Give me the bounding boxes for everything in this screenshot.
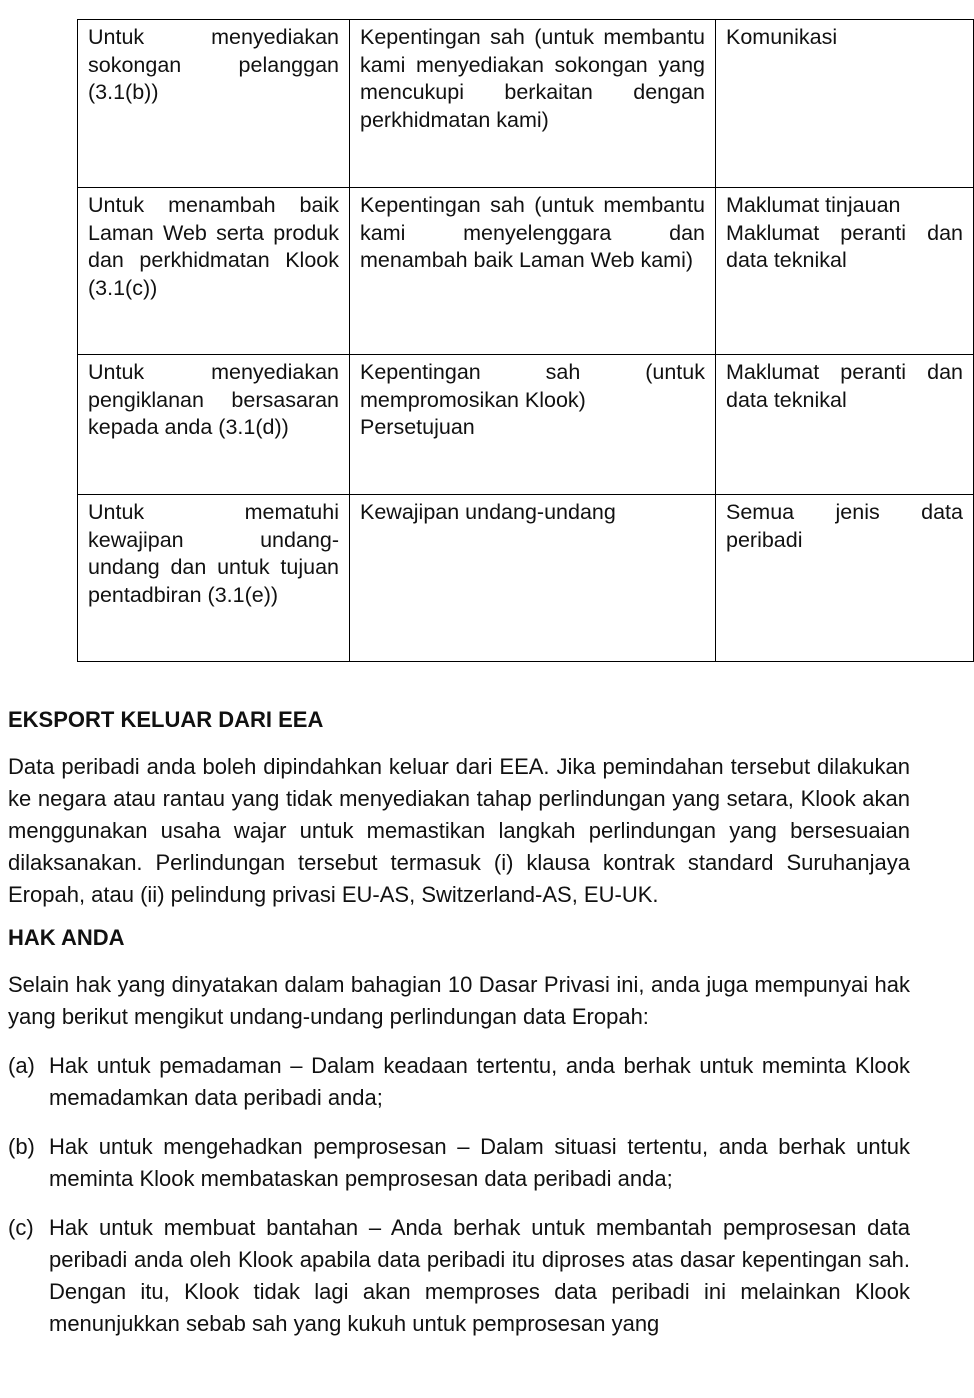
table-cell-data [716, 20, 974, 188]
data-type-text: Komunikasi [726, 25, 838, 49]
data-type-text: Maklumat peranti dan data teknikal [726, 360, 963, 412]
table-cell-data [716, 188, 974, 355]
data-type-text: Semua jenis data peribadi [726, 500, 963, 552]
table-cell-purpose [78, 495, 350, 662]
purpose-text: Untuk mematuhi kewajipan undang-undang dan untuk tujuan pentadbiran (3.1(e)) [88, 500, 339, 607]
section-heading-rights: HAK ANDA [8, 925, 125, 950]
list-item-label: (b) [8, 1134, 35, 1159]
purpose-text: Untuk menyediakan sokongan pelanggan (3.1(b)) [88, 25, 339, 104]
rights-intro-paragraph: Selain hak yang dinyatakan dalam bahagian 10 Dasar Privasi ini, anda juga mempunyai hak yang berikut mengikut undang-undang perlindungan data Eropah: [8, 972, 910, 1029]
list-item [8, 1050, 910, 1114]
legal-basis-table-wrapper [77, 19, 963, 662]
export-paragraph: Data peribadi anda boleh dipindahkan keluar dari EEA. Jika pemindahan tersebut dilakukan ke negara atau rantau yang tidak menyediakan tahap perlindungan yang setara, Klook akan menggunakan usaha wajar untuk memastikan langkah perlindungan yang bersesuaian dilaksanakan. Perlindungan tersebut termasuk (i) klausa kontrak standard Suruhanjaya Eropah, atau (ii) pelindung privasi EU-AS, Switzerland-AS, EU-UK. [8, 754, 910, 907]
data-type-line: Maklumat tinjauan [726, 193, 901, 217]
table-cell-basis [350, 495, 716, 662]
table-cell-purpose [78, 188, 350, 355]
basis-text: Kewajipan undang-undang [360, 500, 616, 524]
basis-line: Kepentingan sah (untuk mempromosikan Klook) [360, 360, 705, 412]
list-item-text: Hak untuk mengehadkan pemprosesan – Dalam situasi tertentu, anda berhak untuk meminta Klook membataskan pemprosesan data peribadi anda; [49, 1134, 910, 1191]
table-row [78, 355, 974, 495]
document-body [8, 705, 910, 1357]
table-cell-purpose [78, 20, 350, 188]
table-row [78, 20, 974, 188]
table-row [78, 188, 974, 355]
purpose-text: Untuk menambah baik Laman Web serta produk dan perkhidmatan Klook (3.1(c)) [88, 193, 339, 300]
list-item [8, 1212, 910, 1340]
table-cell-basis [350, 355, 716, 495]
basis-line: Persetujuan [360, 415, 475, 439]
table-cell-data [716, 495, 974, 662]
list-item-label: (a) [8, 1053, 35, 1078]
table-row [78, 495, 974, 662]
list-item-text: Hak untuk membuat bantahan – Anda berhak untuk membantah pemprosesan data peribadi anda oleh Klook apabila data peribadi itu diproses atas dasar kepentingan sah. Dengan itu, Klook tidak lagi akan memproses data peribadi ini melainkan Klook menunjukkan sebab sah yang kukuh untuk pemprosesan yang [49, 1215, 910, 1336]
list-item-text: Hak untuk pemadaman – Dalam keadaan tertentu, anda berhak untuk meminta Klook memadamkan data peribadi anda; [49, 1053, 910, 1110]
basis-text: Kepentingan sah (untuk membantu kami menyediakan sokongan yang mencukupi berkaitan dengan perkhidmatan kami) [360, 25, 705, 132]
table-cell-data [716, 355, 974, 495]
table-cell-purpose [78, 355, 350, 495]
data-type-line: Maklumat peranti dan data teknikal [726, 220, 963, 272]
basis-text: Kepentingan sah (untuk membantu kami menyelenggara dan menambah baik Laman Web kami) [360, 193, 705, 272]
list-item-label: (c) [8, 1215, 34, 1240]
section-heading-export: EKSPORT KELUAR DARI EEA [8, 707, 324, 732]
table-cell-basis [350, 188, 716, 355]
table-cell-basis [350, 20, 716, 188]
list-item [8, 1131, 910, 1195]
legal-basis-table [77, 19, 974, 662]
purpose-text: Untuk menyediakan pengiklanan bersasaran kepada anda (3.1(d)) [88, 360, 339, 439]
